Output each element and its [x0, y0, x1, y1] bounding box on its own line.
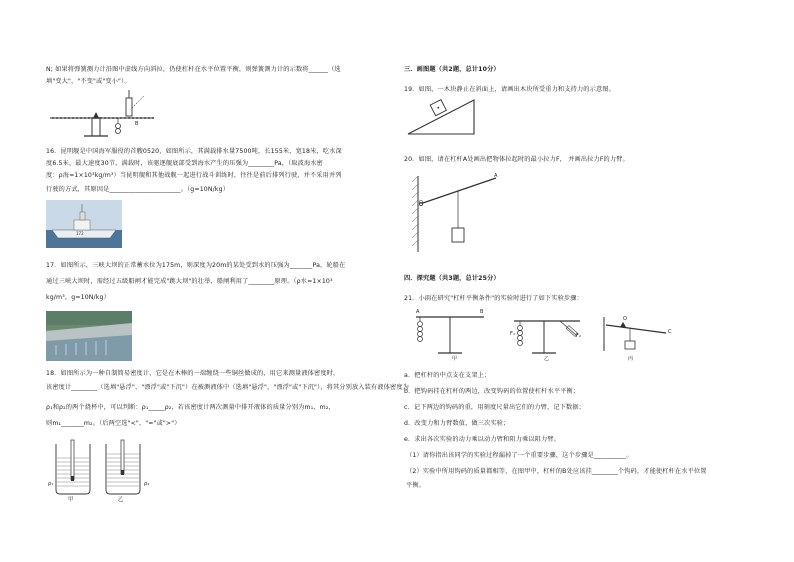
q16-line1: 16．昆明舰是中国海军服役的首艘0520，如图所示，其满载排水量7500吨，长155米，宽18米，吃水深: [46, 148, 342, 155]
dam-photo: [46, 311, 132, 361]
q19-text: 19．如图，一木块静止在斜面上，请画出木块所受重力和支持力的示意图。: [404, 86, 615, 93]
sub-question-1: （1）请你指出该同学的实验过程漏掉了一个重要步骤，这个步骤是__________。: [406, 452, 633, 459]
q21-intro: 21．小雨在研究"杠杆平衡条件"的实验时进行了如下实验步骤：: [404, 295, 583, 302]
q16-line2: 度6.5米，最大速度30节，满载时，该驱逐舰底部受到海水产生的压强为________Pa，（取波海水密: [46, 160, 324, 167]
svg-text:172: 172: [76, 231, 84, 236]
warship-photo: [46, 200, 122, 248]
incline-block-figure: [408, 98, 478, 136]
fig-label-b: B: [480, 309, 484, 315]
fig-label-o: O: [623, 316, 628, 322]
step-b: b．把钩码挂在杠杆的两边，改变钩码的位置使杠杆水平平衡；: [404, 388, 580, 395]
label-rho2: ρ₂: [144, 481, 150, 487]
label-rho1: ρ₁: [48, 481, 54, 487]
wall-lever-figure: [408, 170, 504, 254]
step-d: d．改变力和力臂数值，做三次实验；: [404, 420, 510, 427]
q20-label-o: O: [419, 200, 424, 206]
q16-line4: 行驶的方式，其原因是______________________。（g=10N/kg）: [46, 186, 230, 193]
q15-line2: 填"变大"、"不变"或"变小"）。: [46, 78, 131, 85]
section-4-heading: 四．探究题（共3题，总计25分）: [404, 275, 500, 282]
step-e: e．求出各次实验的动力乘以动力臂和阻力乘以阻力臂。: [404, 436, 561, 443]
q17-line2: 通过三峡大坝时，需经过五级船闸才能完成"跳大坝"的壮举，船闸利用了________原理。（ρ水=1×10³: [46, 278, 333, 285]
fig-label-c: C: [668, 329, 672, 335]
q20-text: 20．如图，请在杠杆A处画出把物体拉起时的最小拉力F， 并画出拉力F的力臂。: [404, 156, 629, 163]
step-c: c．记下两边的钩码的重，用刻度尺量出它们的力臂，记下数据；: [404, 404, 586, 411]
label-yi: 乙: [118, 497, 124, 503]
fig-label-yi: 乙: [544, 356, 550, 362]
q15-lever-figure: [46, 88, 166, 138]
label-jia: 甲: [68, 497, 74, 503]
hydrometer-beakers-figure: [54, 440, 144, 496]
fig-label-f2: F₂: [576, 333, 582, 339]
fig-label-bing: 丙: [628, 356, 634, 362]
step-a: a．把杠杆的中点支在支架上；: [404, 372, 491, 379]
q17-line3: kg/m³，g=10N/kg）: [46, 294, 110, 301]
q18-line3: ρ₁和ρ₂的两个烧杯中，可以判断：ρ₁_____ρ₂，若该密度计两次测量中排开液体的质量分别为m₁、m₂，: [46, 404, 335, 411]
sub-question-2-line2: 平衡。: [406, 482, 426, 489]
q15-line1: N; 如果将弹簧测力计沿图中虚线方向斜拉，仍使杠杆在水平位置平衡，则弹簧测力计的示数将______（选: [46, 66, 341, 73]
fig-label-a: A: [416, 309, 420, 315]
q18-line1: 18．如图所示为一种自制简易密度计，它是在木棒的一端缠绕一些铜丝做成的，用它来测量液体密度时，: [46, 370, 340, 377]
lever-experiments-figure: [404, 307, 704, 365]
q15-label-b: B: [135, 121, 139, 127]
q17-line1: 17．如图所示，三峡大坝的正常蓄水位为175m，则深度为20m的某处受到水的压强为_______Pa，轮船在: [46, 262, 346, 269]
section-3-heading: 三．画图题（共2题，总计10分）: [404, 66, 500, 73]
q18-line2: 该密度计________（选填"悬浮"、"漂浮"或"下沉"）在被测液体中（选填"悬浮"、"漂浮"或"下沉"），将其分别放入装有液体密度为: [46, 384, 409, 391]
fig-label-f1: F₁: [510, 331, 516, 337]
sub-question-2-line1: （2）实验中所用钩码的质量都相等，在图甲中，杠杆的B处应该挂________个钩码，才能使杠杆在水平位置: [406, 468, 707, 475]
q16-line3: 度：ρ海=1×10³kg/m³）当昆明舰和其他战舰一起进行战斗训练时，往往是前后排列行驶，并不采用并列: [46, 172, 342, 179]
q20-label-a: A: [494, 173, 498, 179]
fig-label-jia: 甲: [452, 356, 458, 362]
q18-line4: 则m₁_______m₂。（后两空选"<"、"="或">"）: [46, 420, 181, 427]
